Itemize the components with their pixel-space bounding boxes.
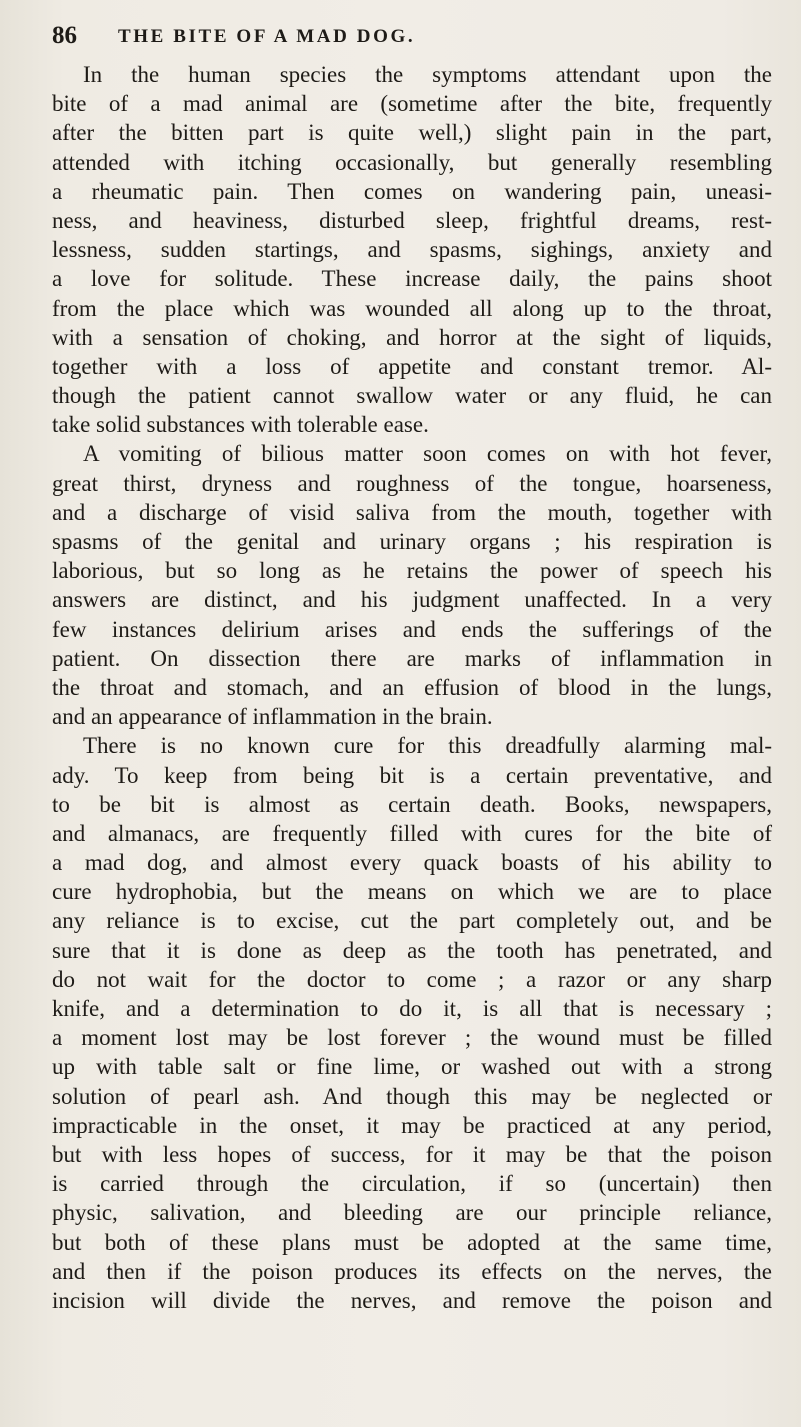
text-line: spasms of the genital and urinary organs ; his respiration is (52, 529, 772, 554)
text-line: any reliance is to excise, cut the part completely out, and be (52, 908, 772, 934)
text-line: though the patient cannot swallow water or any fluid, he can (52, 383, 772, 409)
page-number: 86 (52, 22, 77, 49)
body-text (52, 60, 772, 1315)
text-line: impracticable in the onset, it may be practiced at any period, (52, 1112, 772, 1138)
text-line: the throat and stomach, and an effusion of blood in the lungs, (52, 674, 772, 700)
text-line: from the place which was wounded all along up to the throat, (52, 295, 772, 321)
text-line: a moment lost may be lost forever ; the wound must be filled (52, 1025, 772, 1051)
text-line: is carried through the circulation, if so (uncertain) then (52, 1171, 772, 1197)
text-line: solution of pearl ash. And though this may be neglected or (52, 1083, 772, 1109)
text-line: physic, salivation, and bleeding are our principle reliance, (52, 1200, 772, 1226)
text-line: few instances delirium arises and ends the sufferings of the (52, 616, 772, 642)
text-line: incision will divide the nerves, and remove the poison and (52, 1287, 772, 1313)
text-line: a love for solitude. These increase daily, the pains shoot (52, 266, 772, 292)
text-line: great thirst, dryness and roughness of the tongue, hoarseness, (52, 470, 772, 496)
text-line: up with table salt or fine lime, or washed out with a strong (52, 1054, 772, 1080)
text-line: and almanacs, are frequently filled with cures for the bite of (52, 820, 772, 846)
text-line: knife, and a determination to do it, is all that is necessary ; (52, 996, 772, 1021)
text-line: There is no known cure for this dreadfully alarming mal- (83, 733, 772, 759)
text-line: answers are distinct, and his judgment unaffected. In a very (52, 587, 772, 613)
text-line: A vomiting of bilious matter soon comes on with hot fever, (83, 441, 772, 467)
text-line: ness, and heaviness, disturbed sleep, frightful dreams, rest- (52, 207, 772, 233)
text-line: patient. On dissection there are marks of inflammation in (52, 645, 772, 671)
text-line: cure hydrophobia, but the means on which we are to place (52, 879, 772, 905)
text-line: together with a loss of appetite and constant tremor. Al- (52, 353, 772, 379)
text-line: but with less hopes of success, for it may be that the poison (52, 1141, 772, 1167)
text-line: laborious, but so long as he retains the power of speech his (52, 558, 772, 584)
text-line: but both of these plans must be adopted at the same time, (52, 1229, 772, 1255)
text-line: and a discharge of visid saliva from the mouth, together with (52, 499, 772, 525)
text-line: after the bitten part is quite well,) slight pain in the part, (52, 120, 772, 146)
text-line: do not wait for the doctor to come ; a razor or any sharp (52, 966, 772, 992)
running-head: THE BITE OF A MAD DOG. (118, 26, 416, 47)
text-line: take solid substances with tolerable ease. (52, 412, 429, 438)
text-line: with a sensation of choking, and horror at the sight of liquids, (52, 324, 772, 350)
text-line: bite of a mad animal are (sometime after the bite, frequently (52, 91, 772, 117)
text-line: and an appearance of inflammation in the brain. (52, 704, 493, 730)
text-line: ady. To keep from being bit is a certain preventative, and (52, 762, 772, 788)
text-line: a rheumatic pain. Then comes on wandering pain, uneasi- (52, 178, 772, 204)
text-line: sure that it is done as deep as the tooth has penetrated, and (52, 937, 772, 963)
text-line: a mad dog, and almost every quack boasts of his ability to (52, 850, 772, 876)
text-line: attended with itching occasionally, but generally resembling (52, 149, 772, 175)
text-line: and then if the poison produces its effects on the nerves, the (52, 1258, 772, 1284)
text-line: to be bit is almost as certain death. Books, newspapers, (52, 791, 772, 817)
text-line: lessness, sudden startings, and spasms, sighings, anxiety and (52, 237, 772, 263)
page-header (52, 22, 781, 52)
text-line: In the human species the symptoms attendant upon the (83, 62, 772, 87)
